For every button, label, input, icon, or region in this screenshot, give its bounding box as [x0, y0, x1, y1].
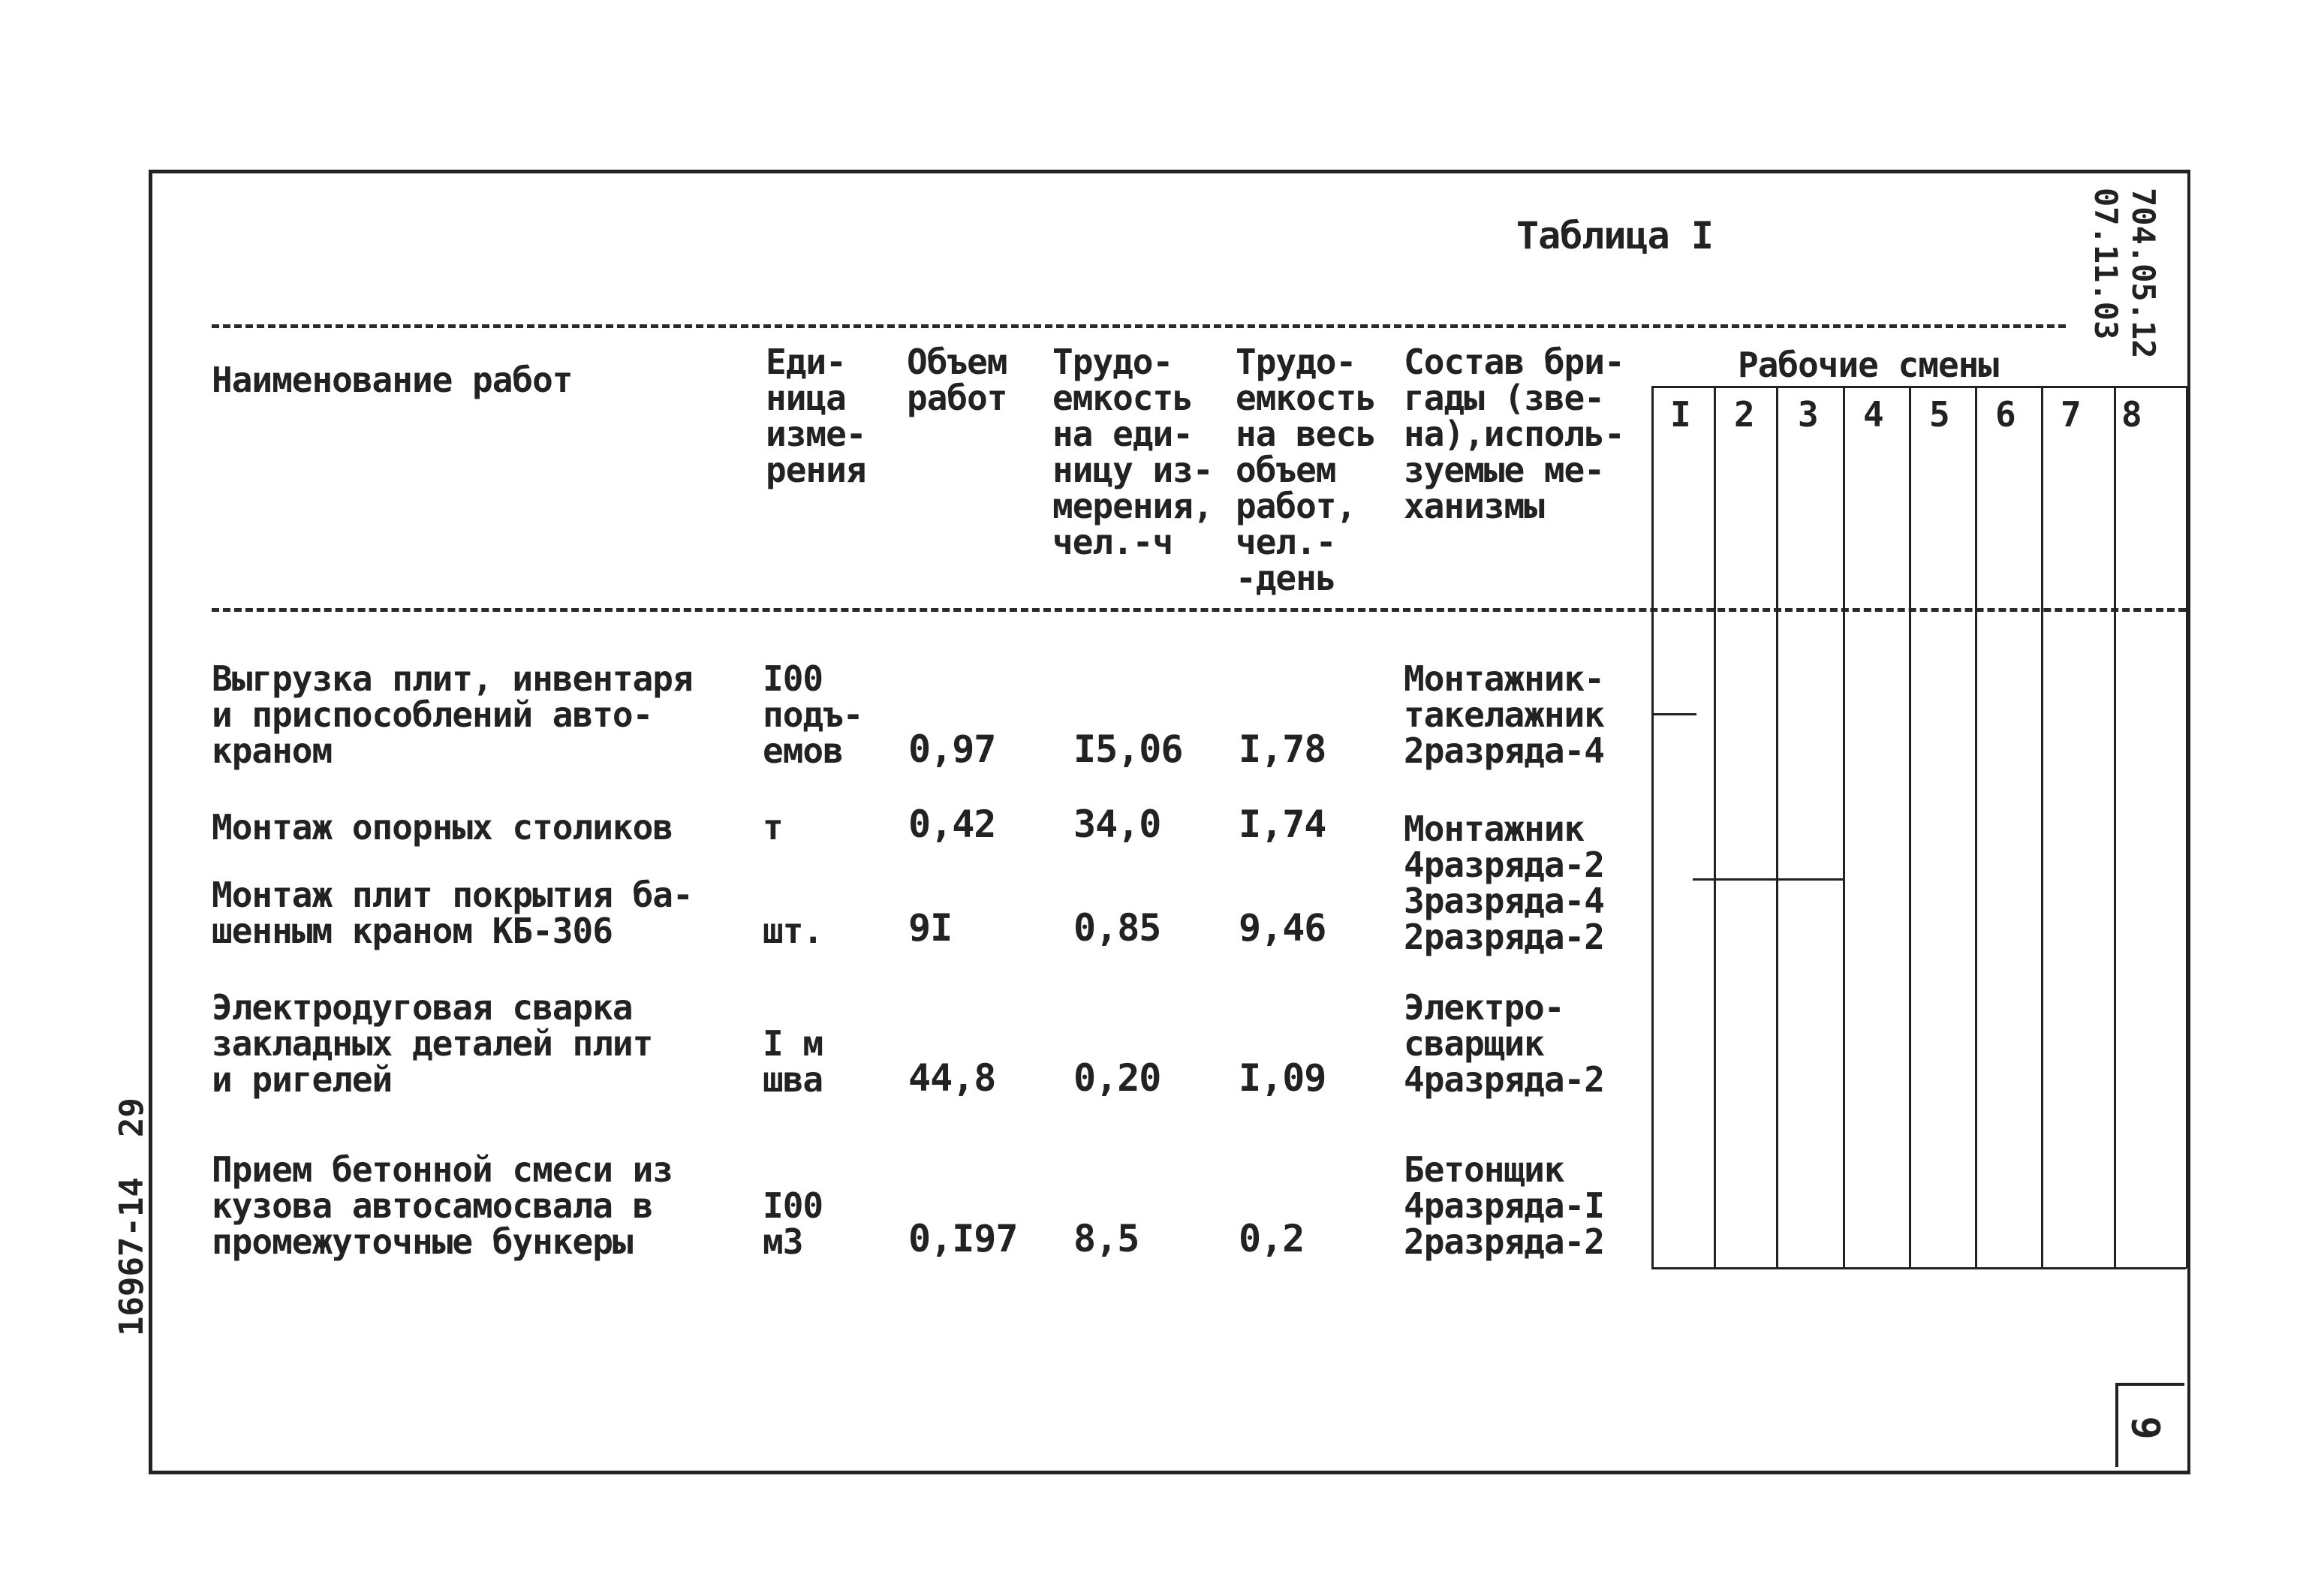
row-crew: Монтажник- такелажник 2разряда-4: [1404, 658, 1604, 771]
shifts-grid-line: [1843, 386, 1845, 1269]
header-volume: Объем работ: [907, 342, 1007, 418]
row-name: Монтаж плит покрытия ба- шенным краном КБ-306: [212, 875, 693, 951]
row-name: Электродуговая сварка закладных деталей плит и ригелей: [212, 987, 653, 1100]
row-crew: Бетонщик 4разряда-I 2разряда-2: [1404, 1149, 1604, 1262]
corner-code-2: 704.05.12: [2125, 188, 2162, 359]
row-labor-total: I,09: [1239, 1056, 1326, 1100]
row-crew: Монтажник 4разряда-2 3разряда-4 2разряда-2: [1404, 809, 1604, 957]
row-labor-total: I,78: [1239, 727, 1326, 771]
row-name: Выгрузка плит, инвентаря и приспособлений авто- краном: [212, 658, 693, 771]
row-unit: I00 подъ- емов: [763, 658, 863, 771]
header-unit: Еди- ница изме- рения: [766, 342, 866, 490]
shift-number: 7: [2061, 394, 2081, 435]
row-unit: т: [763, 807, 783, 848]
header-shifts-title: Рабочие смены: [1738, 345, 1999, 385]
schedule-bar-row-1: [1651, 713, 1696, 715]
corner-code-1: 07.11.03: [2088, 188, 2124, 340]
row-labor-total: I,74: [1239, 803, 1326, 846]
header-labor-unit: Трудо- емкость на еди- ницу из- мерения, чел.-ч: [1052, 342, 1213, 562]
shift-number: 3: [1798, 394, 1818, 435]
row-crew: Электро- сварщик 4разряда-2: [1404, 987, 1604, 1100]
row-labor-total: 9,46: [1239, 906, 1326, 950]
row-unit: шт.: [763, 911, 823, 951]
row-labor-unit: 34,0: [1073, 803, 1161, 846]
shifts-grid-top: [1651, 386, 2186, 388]
row-name: Монтаж опорных столиков: [212, 807, 673, 848]
row-labor-unit: I5,06: [1073, 727, 1183, 771]
schedule-bar-row-2-3: [1693, 878, 1843, 881]
row-volume: 9I: [908, 906, 953, 950]
row-volume: 0,97: [908, 727, 996, 771]
header-top-rule: [212, 324, 2066, 328]
shifts-grid-line: [2114, 386, 2116, 1269]
shift-number: 8: [2121, 394, 2142, 435]
row-unit: I00 м3: [763, 1185, 823, 1262]
header-labor-total: Трудо- емкость на весь объем работ, чел.- -день: [1236, 342, 1376, 598]
header-bottom-rule: [212, 608, 2186, 612]
shifts-grid-line: [1975, 386, 1977, 1269]
row-volume: 0,42: [908, 803, 996, 846]
page-number: 9: [2122, 1416, 2168, 1440]
shifts-grid-line: [2186, 386, 2188, 1269]
row-name: Прием бетонной смеси из кузова автосамосвала в промежуточные бункеры: [212, 1149, 673, 1262]
table-title: Таблица I: [1516, 214, 1713, 257]
shifts-grid-line: [1909, 386, 1911, 1269]
shifts-grid-line: [2041, 386, 2043, 1269]
row-volume: 0,I97: [908, 1217, 1018, 1260]
shift-number: I: [1670, 394, 1690, 435]
shift-number: 4: [1863, 394, 1883, 435]
header-crew: Состав бри- гады (зве- на),исполь- зуемые ме- ханизмы: [1404, 342, 1624, 526]
row-unit: I м шва: [763, 1023, 823, 1100]
row-volume: 44,8: [908, 1056, 996, 1100]
row-labor-total: 0,2: [1239, 1217, 1305, 1260]
shift-number: 6: [1995, 394, 2015, 435]
row-labor-unit: 0,20: [1073, 1056, 1161, 1100]
side-code: 16967-14 29: [113, 1098, 151, 1336]
shifts-grid-line: [1714, 386, 1716, 1269]
shifts-grid-line: [1651, 386, 1654, 1269]
shift-number: 5: [1929, 394, 1949, 435]
row-labor-unit: 0,85: [1073, 906, 1161, 950]
shifts-grid-bottom: [1651, 1267, 2186, 1269]
shift-number: 2: [1734, 394, 1754, 435]
shifts-grid-line: [1776, 386, 1778, 1269]
header-name: Наименование работ: [212, 360, 573, 400]
row-labor-unit: 8,5: [1073, 1217, 1139, 1260]
